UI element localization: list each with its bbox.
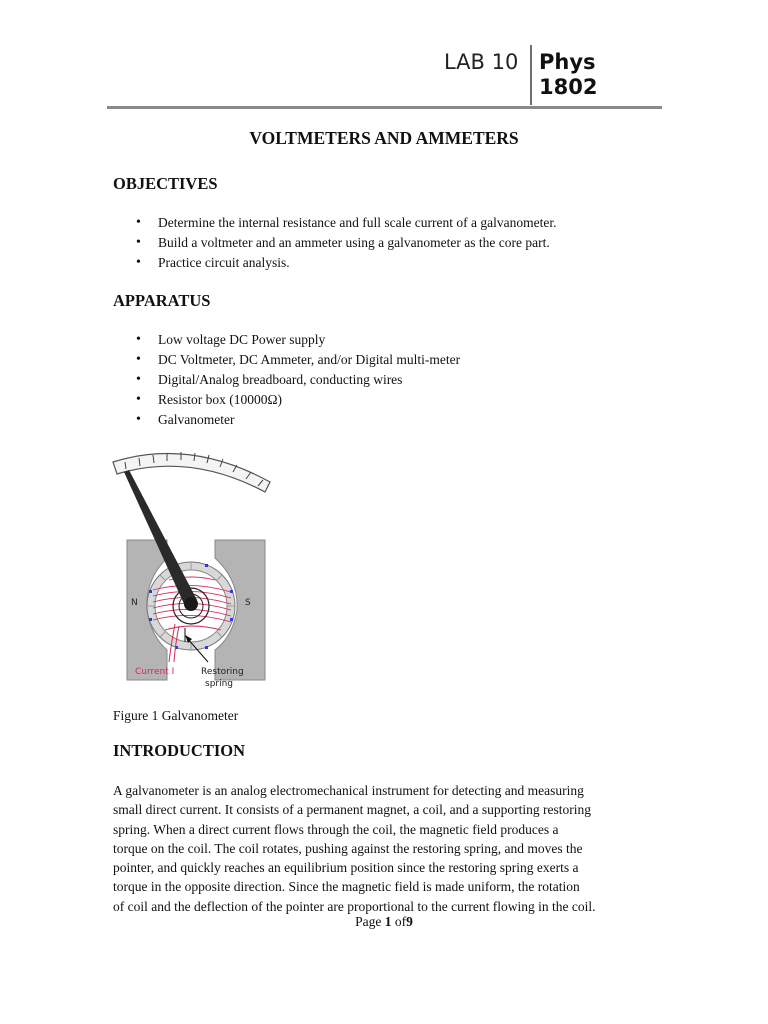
page-number: 1	[384, 914, 392, 929]
page-footer	[0, 914, 768, 930]
apparatus-item: • Low voltage DC Power supply	[136, 330, 460, 350]
apparatus-item: • DC Voltmeter, DC Ammeter, and/or Digital multi-meter	[136, 350, 460, 370]
page-word: Page	[355, 914, 382, 929]
spring-label-1: Restoring	[201, 667, 244, 677]
south-label: S	[245, 598, 251, 608]
apparatus-item: • Resistor box (10000Ω)	[136, 390, 460, 410]
page-total: 9	[406, 914, 413, 929]
objectives-list	[136, 213, 556, 273]
paragraph-line: torque in the opposite direction. Since the magnetic field is made uniform, the rotation	[113, 879, 580, 895]
objectives-heading: OBJECTIVES	[113, 174, 218, 193]
apparatus-list	[136, 330, 460, 430]
of-word: of	[394, 914, 407, 929]
introduction-heading: INTRODUCTION	[113, 741, 246, 760]
galvanometer-figure	[105, 440, 285, 695]
course-code-line2: 1802	[539, 75, 598, 99]
paragraph-line: small direct current. It consists of a permanent magnet, a coil, and a supporting restoring	[113, 802, 591, 818]
course-code-line1: Phys	[539, 50, 596, 74]
paragraph-line: torque on the coil. The coil rotates, pushing against the restoring spring, and moves the	[113, 840, 583, 856]
figure-caption: Figure 1 Galvanometer	[113, 708, 239, 723]
paragraph-line: A galvanometer is an analog electromechanical instrument for detecting and measuring	[113, 783, 584, 798]
north-label: N	[131, 598, 138, 608]
spring-label-2: spring	[205, 679, 234, 689]
objective-item: • Build a voltmeter and an ammeter using a galvanometer as the core part.	[136, 233, 556, 253]
pivot	[184, 597, 198, 611]
document-title: VOLTMETERS AND AMMETERS	[249, 128, 519, 148]
apparatus-item: • Digital/Analog breadboard, conducting wires	[136, 370, 460, 390]
introduction-paragraph	[113, 781, 658, 916]
header-divider	[530, 45, 532, 105]
paragraph-line: pointer, and quickly reaches an equilibrium position since the restoring spring exerts a	[113, 860, 579, 876]
apparatus-heading: APPARATUS	[113, 291, 211, 310]
lab-number: LAB 10	[444, 50, 519, 74]
course-code	[539, 50, 597, 100]
paragraph-line: spring. When a direct current flows through the coil, the magnetic field produces a	[113, 821, 559, 837]
objective-item: • Determine the internal resistance and full scale current of a galvanometer.	[136, 213, 556, 233]
header-rule	[107, 106, 662, 109]
objective-item: • Practice circuit analysis.	[136, 253, 556, 273]
paragraph-line: of coil and the deflection of the pointer are proportional to the current flowing in the coil.	[113, 898, 596, 914]
current-label: Current I	[135, 667, 175, 677]
apparatus-item: • Galvanometer	[136, 410, 460, 430]
